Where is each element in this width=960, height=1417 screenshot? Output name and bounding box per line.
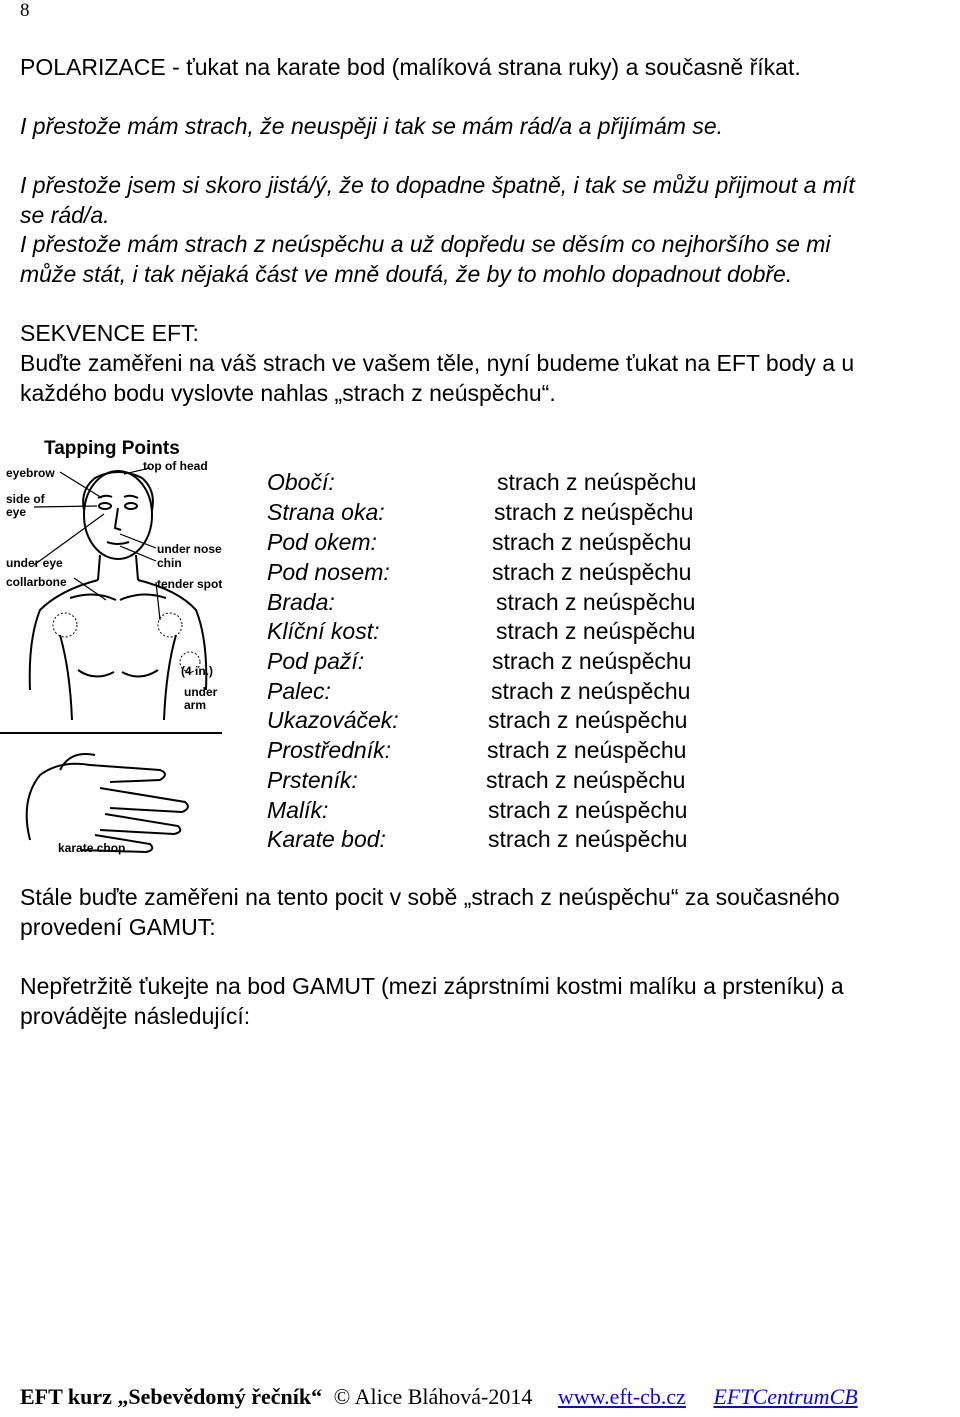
tapping-row (0, 587, 960, 617)
tapping-phrase: strach z neúspěchu (486, 767, 686, 793)
tapping-row (0, 735, 960, 765)
tapping-row (0, 676, 960, 706)
label-under-eye: under eye (6, 556, 63, 570)
label-side-of-eye-1: side of (6, 492, 45, 506)
tapping-point-label: Malík: (267, 797, 329, 823)
footer-center-link[interactable]: EFTCentrumCB (713, 1384, 858, 1409)
tapping-point-label: Pod nosem: (267, 559, 390, 585)
figure-title: Tapping Points (44, 438, 180, 459)
tapping-phrase: strach z neúspěchu (496, 618, 696, 644)
tapping-phrase: strach z neúspěchu (491, 678, 691, 704)
tapping-phrase: strach z neúspěchu (497, 469, 697, 495)
label-under-arm-1: under (184, 685, 218, 699)
polarization-line-3a: I přestože mám strach z neúspěchu a už dopředu se děsím co nejhoršího se mi (20, 231, 831, 257)
tapping-point-label: Klíční kost: (267, 618, 380, 644)
footer-website-link[interactable]: www.eft-cb.cz (557, 1384, 686, 1409)
tapping-row (0, 467, 960, 497)
tapping-phrase: strach z neúspěchu (492, 529, 692, 555)
label-chin: chin (157, 556, 182, 570)
tapping-point-label: Ukazováček: (267, 707, 399, 733)
label-side-of-eye-2: eye (6, 505, 27, 519)
gamut-instructions-b: provádějte následující: (20, 1003, 251, 1029)
gamut-instructions-a: Nepřetržitě ťukejte na bod GAMUT (mezi záprstními kostmi malíku a prsteníku) a (20, 973, 844, 999)
tapping-phrase: strach z neúspěchu (492, 559, 692, 585)
footer (20, 1384, 858, 1410)
polarization-line-3b: může stát, i tak nějaká část ve mně doufá, že by to mohlo dopadnout dobře. (20, 261, 793, 287)
label-four-in: (4 in.) (181, 664, 213, 678)
tapping-phrase: strach z neúspěchu (487, 737, 687, 763)
tapping-point-label: Prostředník: (267, 737, 391, 763)
tapping-row (0, 765, 960, 795)
tapping-phrase: strach z neúspěchu (494, 499, 694, 525)
label-tender-spot: tender spot (157, 577, 223, 591)
tapping-point-label: Brada: (267, 589, 335, 615)
polarization-heading: POLARIZACE - ťukat na karate bod (malíková strana ruky) a současně říkat. (20, 54, 801, 80)
tapping-phrase: strach z neúspěchu (496, 589, 696, 615)
sequence-intro-a: Buďte zaměřeni na váš strach ve vašem těle, nyní budeme ťukat na EFT body a u (20, 350, 855, 376)
label-under-nose: under nose (157, 542, 222, 556)
label-top-of-head: top of head (143, 459, 208, 473)
tapping-point-label: Strana oka: (267, 499, 385, 525)
tapping-point-label: Pod paží: (267, 648, 365, 674)
polarization-line-2a: I přestože jsem si skoro jistá/ý, že to dopadne špatně, i tak se můžu přijmout a mít (20, 172, 855, 198)
label-under-arm-2: arm (184, 698, 207, 712)
tapping-phrase: strach z neúspěchu (488, 797, 688, 823)
sequence-intro-b: každého bodu vyslovte nahlas „strach z neúspěchu“. (20, 380, 556, 406)
tapping-phrase: strach z neúspěchu (488, 707, 688, 733)
tapping-row (0, 646, 960, 676)
page-number: 8 (20, 0, 30, 21)
tapping-row (0, 557, 960, 587)
tapping-row (0, 497, 960, 527)
tapping-row (0, 795, 960, 825)
tapping-point-label: Karate bod: (267, 826, 386, 852)
label-collarbone: collarbone (6, 575, 67, 589)
tapping-row (0, 527, 960, 557)
tapping-row (0, 705, 960, 735)
polarization-line-2b: se rád/a. (20, 202, 110, 228)
tapping-point-label: Palec: (267, 678, 331, 704)
gamut-intro-a: Stále buďte zaměřeni na tento pocit v sobě „strach z neúspěchu“ za současného (20, 884, 840, 910)
footer-course: EFT kurz „Sebevědomý řečník“ (20, 1384, 323, 1409)
tapping-point-label: Obočí: (267, 469, 335, 495)
footer-author: © Alice Bláhová-2014 (333, 1384, 533, 1409)
tapping-phrase: strach z neúspěchu (492, 648, 692, 674)
tapping-row (0, 824, 960, 854)
label-karate-chop: karate chop (58, 841, 126, 855)
gamut-intro-b: provedení GAMUT: (20, 914, 216, 940)
tapping-point-label: Prsteník: (267, 767, 358, 793)
tapping-point-label: Pod okem: (267, 529, 377, 555)
tapping-phrase: strach z neúspěchu (488, 826, 688, 852)
tapping-row (0, 616, 960, 646)
polarization-line-1: I přestože mám strach, že neuspěji i tak se mám rád/a a přijímám se. (20, 113, 724, 139)
sequence-heading: SEKVENCE EFT: (20, 320, 199, 346)
label-eyebrow: eyebrow (6, 466, 55, 480)
